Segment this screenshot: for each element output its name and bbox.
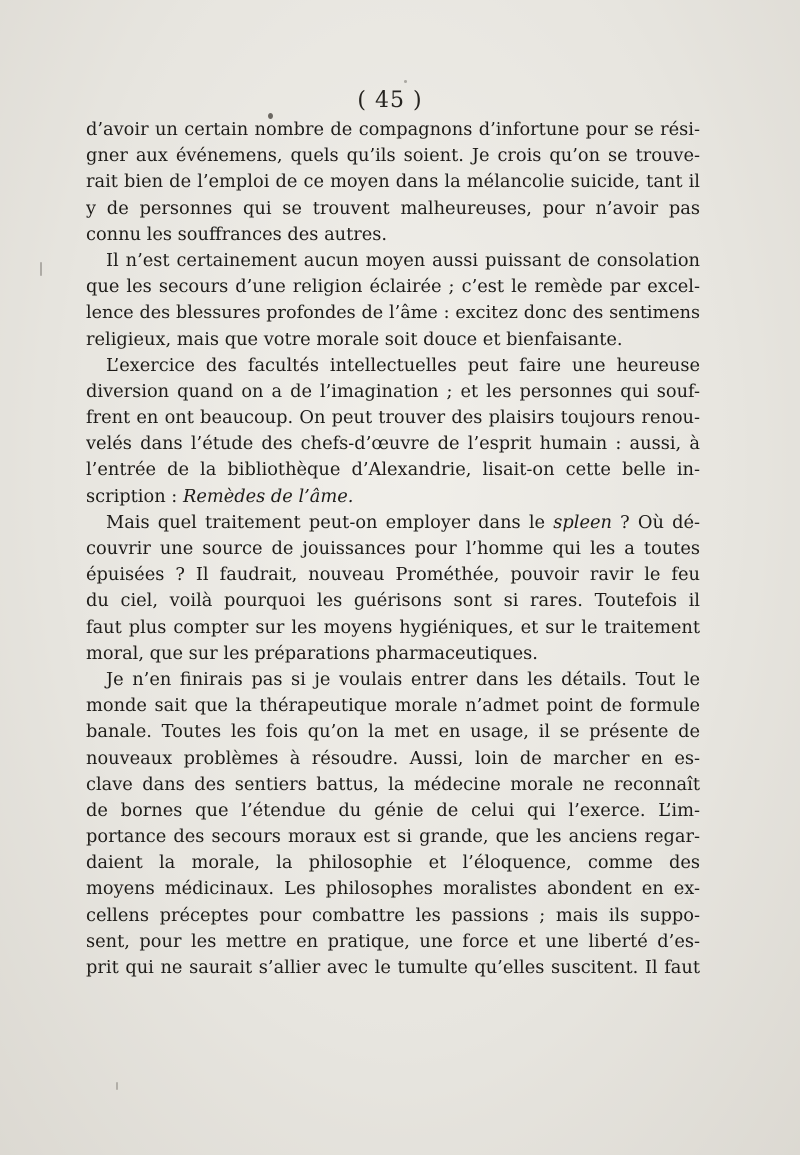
text-line: d’avoir un certain nombre de compagnons d’infortune pour se rési-: [86, 119, 700, 140]
text-line: sent, pour les mettre en pratique, une force et une liberté d’es-: [86, 930, 700, 952]
text-line: connu les souffrances des autres.: [86, 223, 388, 245]
text-line: rait bien de l’emploi de ce moyen dans la mélancolie suicide, tant il: [86, 171, 700, 193]
ink-speck: [40, 262, 42, 276]
text-line: gner aux événemens, quels qu’ils soient. Je crois qu’on se trouve-: [86, 145, 700, 167]
text-line: y de personnes qui se trouvent malheureuses, pour n’avoir pas: [86, 197, 700, 219]
text-line: Je n’en finirais pas si je voulais entrer dans les détails. Tout le: [106, 668, 700, 690]
text-line: daient la morale, la philosophie et l’éloquence, comme des: [86, 852, 700, 874]
text-line: faut plus compter sur les moyens hygiéniques, et sur le traitement: [86, 616, 700, 638]
text-line: épuisées ? Il faudrait, nouveau Prométhée, pouvoir ravir le feu: [86, 564, 700, 586]
text-line: L’exercice des facultés intellectuelles peut faire une heureuse: [106, 354, 700, 376]
text-line: cellens préceptes pour combattre les passions ; mais ils suppo-: [86, 904, 700, 926]
text-line: Mais quel traitement peut-on employer dans le spleen ? Où dé-: [106, 511, 700, 533]
text-line: que les secours d’une religion éclairée ; c’est le remède par excel-: [86, 276, 700, 298]
text-line: moyens médicinaux. Les philosophes moralistes abondent en ex-: [86, 878, 700, 900]
text-line: du ciel, voilà pourquoi les guérisons sont si rares. Toutefois il: [86, 590, 700, 612]
body-text: [86, 117, 700, 981]
ink-speck: [116, 1082, 118, 1090]
text-line: moral, que sur les préparations pharmaceutiques.: [86, 642, 538, 664]
text-line: Il n’est certainement aucun moyen aussi puissant de consolation: [106, 249, 700, 271]
text-line: scription : Remèdes de l’âme.: [86, 485, 354, 507]
text-line: clave dans des sentiers battus, la médecine morale ne reconnaît: [86, 773, 700, 795]
text-line: portance des secours moraux est si grande, que les anciens regar-: [86, 826, 700, 848]
text-line: monde sait que la thérapeutique morale n’admet point de formule: [86, 695, 700, 717]
text-line: religieux, mais que votre morale soit douce et bienfaisante.: [86, 328, 623, 350]
text-line: diversion quand on a de l’imagination ; et les personnes qui souf-: [86, 380, 700, 402]
text-line: nouveaux problèmes à résoudre. Aussi, loin de marcher en es-: [86, 747, 700, 769]
text-line: l’entrée de la bibliothèque d’Alexandrie, lisait-on cette belle in-: [86, 459, 700, 481]
text-line: velés dans l’étude des chefs-d’œuvre de l’esprit humain : aussi, à: [86, 433, 700, 455]
text-line: frent en ont beaucoup. On peut trouver des plaisirs toujours renou-: [86, 407, 700, 429]
text-line: de bornes que l’étendue du génie de celui qui l’exerce. L’im-: [86, 799, 700, 821]
text-line: prit qui ne saurait s’allier avec le tumulte qu’elles suscitent. Il faut: [86, 957, 700, 978]
ink-speck: [404, 80, 407, 83]
text-line: banale. Toutes les fois qu’on la met en usage, il se présente de: [86, 721, 700, 743]
text-line: couvrir une source de jouissances pour l’homme qui les a toutes: [86, 538, 700, 559]
text-line: lence des blessures profondes de l’âme : excitez donc des sentimens: [86, 303, 700, 324]
page-number: ( 45 ): [357, 88, 423, 113]
